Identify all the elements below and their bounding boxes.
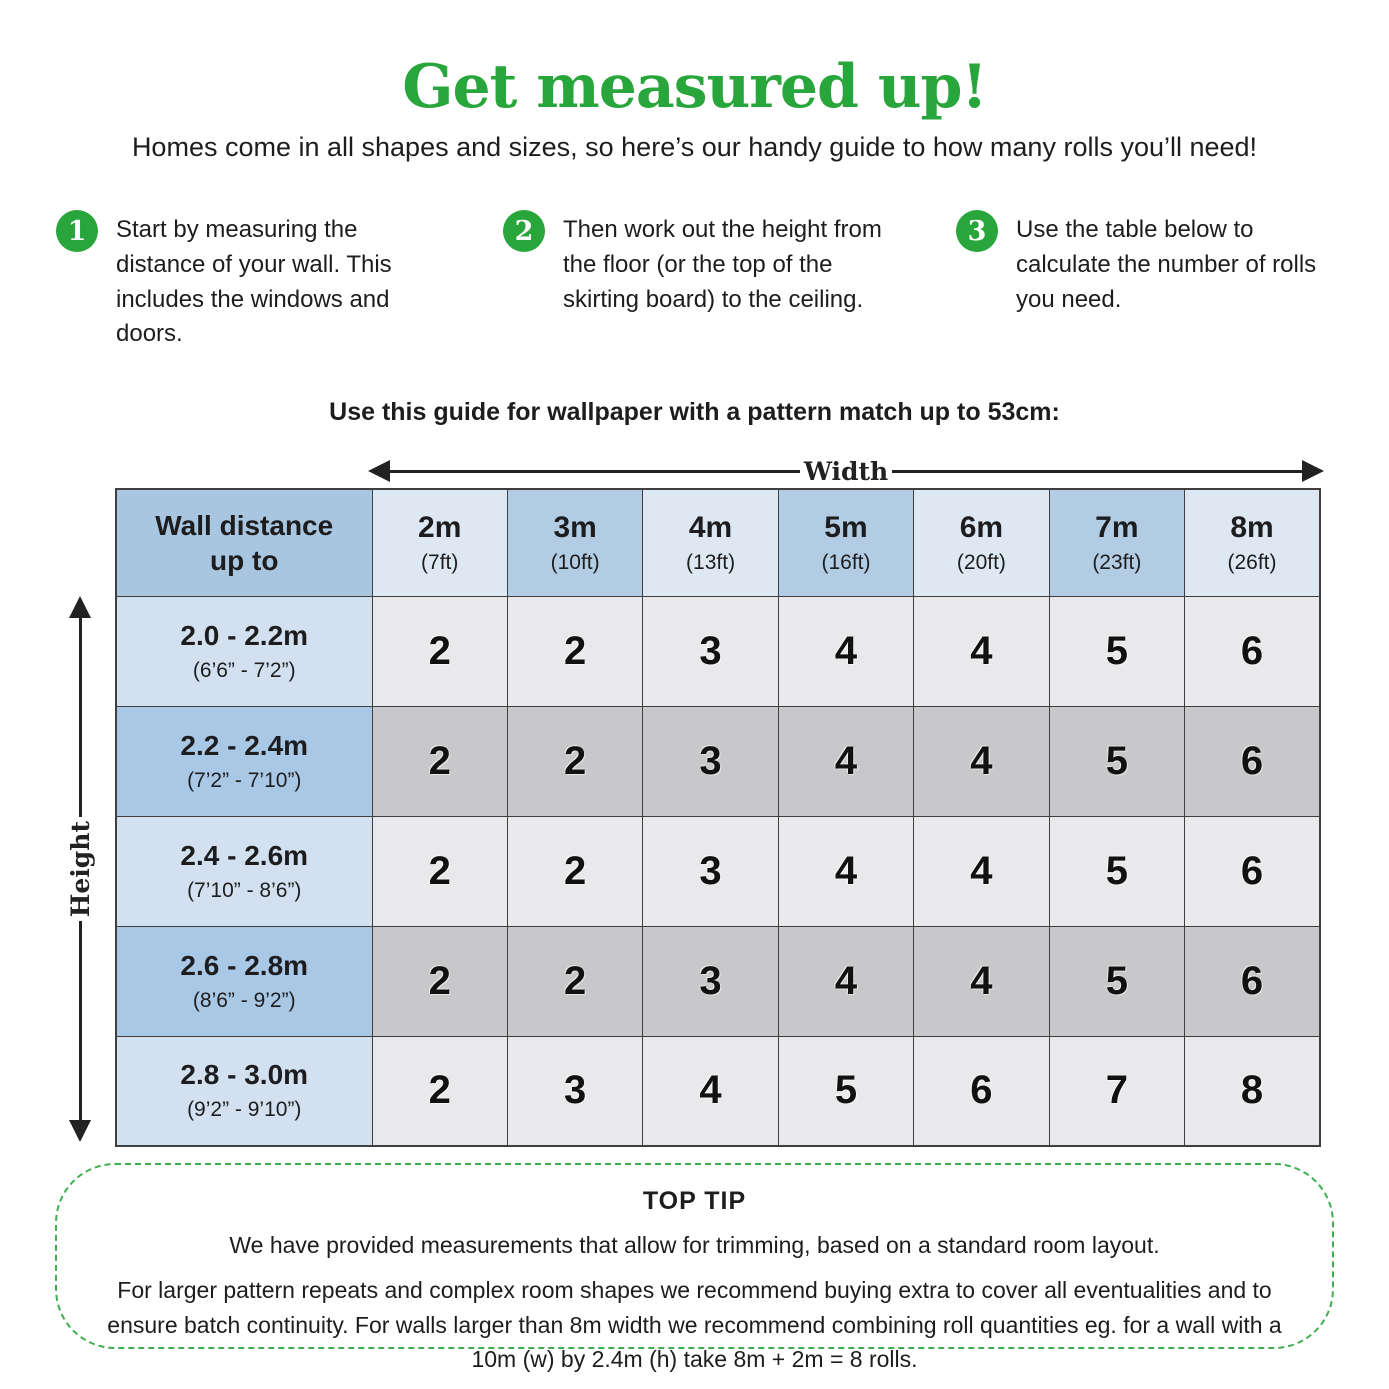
- row-range-ft: (9’2” - 9’10”): [187, 1098, 302, 1122]
- table-row: [116, 1036, 1320, 1146]
- arrow-line: [79, 618, 82, 817]
- cell-value: 6: [1185, 706, 1320, 816]
- cell-value: 4: [914, 926, 1049, 1036]
- corner-header-line1: Wall distance: [155, 509, 334, 541]
- column-ft: (26ft): [1227, 550, 1277, 574]
- row-range-m: 2.8 - 3.0m: [180, 1059, 309, 1091]
- arrow-left-icon: [368, 460, 390, 482]
- table-row: [116, 596, 1320, 706]
- row-range-m: 2.6 - 2.8m: [180, 949, 309, 981]
- row-range-ft: (7’2” - 7’10”): [187, 768, 302, 792]
- column-ft: (13ft): [686, 550, 736, 574]
- column-m: 8m: [1230, 510, 1274, 544]
- row-range-ft: (7’10” - 8’6”): [187, 878, 302, 902]
- column-header-4m: [643, 489, 778, 596]
- row-range-m: 2.4 - 2.6m: [180, 839, 309, 871]
- row-range-ft: (6’6” - 7’2”): [192, 658, 296, 682]
- cell-value: 4: [778, 706, 913, 816]
- row-label: [116, 816, 372, 926]
- cell-value: 2: [372, 596, 507, 706]
- arrow-up-icon: [69, 596, 91, 618]
- cell-value: 3: [643, 926, 778, 1036]
- cell-value: 6: [1185, 816, 1320, 926]
- cell-value: 2: [372, 926, 507, 1036]
- column-header-5m: [778, 489, 913, 596]
- cell-value: 2: [372, 706, 507, 816]
- cell-value: 2: [372, 816, 507, 926]
- row-label: [116, 1036, 372, 1146]
- top-tip-box: [55, 1163, 1334, 1372]
- arrow-line: [79, 921, 82, 1120]
- cell-value: 8: [1185, 1036, 1320, 1146]
- width-axis-arrow: [368, 458, 1324, 484]
- row-label: [116, 706, 372, 816]
- cell-value: 4: [914, 596, 1049, 706]
- table-row: [116, 816, 1320, 926]
- step-3-text: Use the table below to calculate the number of rolls you need.: [1016, 216, 1317, 313]
- rolls-table: [115, 488, 1321, 1147]
- cell-value: 4: [643, 1036, 778, 1146]
- top-tip-title: TOP TIP: [642, 1187, 747, 1215]
- row-range-m: 2.2 - 2.4m: [180, 729, 309, 761]
- column-header-2m: [372, 489, 507, 596]
- cell-value: 2: [507, 596, 642, 706]
- step-3-number-badge: 3: [956, 210, 998, 252]
- cell-value: 3: [643, 596, 778, 706]
- page-subtitle: Homes come in all shapes and sizes, so here’s our handy guide to how many rolls you’ll need!: [131, 132, 1258, 162]
- cell-value: 2: [507, 706, 642, 816]
- cell-value: 6: [1185, 596, 1320, 706]
- page-title: Get measured up!: [402, 52, 987, 122]
- cell-value: 4: [778, 596, 913, 706]
- cell-value: 5: [1049, 926, 1184, 1036]
- step-2-number-badge: 2: [503, 210, 545, 252]
- cell-value: 3: [507, 1036, 642, 1146]
- height-axis-arrow: [66, 596, 94, 1142]
- cell-value: 6: [914, 1036, 1049, 1146]
- step-2: [503, 208, 913, 317]
- arrow-down-icon: [69, 1120, 91, 1142]
- cell-value: 4: [778, 816, 913, 926]
- step-1-number-badge: 1: [56, 210, 98, 252]
- cell-value: 6: [1185, 926, 1320, 1036]
- row-range-m: 2.0 - 2.2m: [180, 619, 309, 651]
- width-axis-label: Width: [803, 456, 889, 486]
- arrow-right-icon: [1302, 460, 1324, 482]
- column-m: 3m: [553, 510, 597, 544]
- cell-value: 7: [1049, 1036, 1184, 1146]
- column-m: 5m: [824, 510, 868, 544]
- cell-value: 2: [507, 926, 642, 1036]
- column-ft: (23ft): [1092, 550, 1142, 574]
- cell-value: 4: [778, 926, 913, 1036]
- step-1: [56, 208, 446, 352]
- column-m: 2m: [418, 510, 462, 544]
- column-m: 6m: [959, 510, 1004, 544]
- cell-value: 3: [643, 816, 778, 926]
- column-header-7m: [1049, 489, 1184, 596]
- cell-value: 5: [778, 1036, 913, 1146]
- cell-value: 4: [914, 816, 1049, 926]
- corner-header: [116, 489, 372, 596]
- table-row: [116, 706, 1320, 816]
- column-m: 7m: [1095, 510, 1139, 544]
- cell-value: 2: [507, 816, 642, 926]
- cell-value: 5: [1049, 816, 1184, 926]
- arrow-line: [892, 470, 1302, 473]
- row-label: [116, 596, 372, 706]
- table-row: [116, 926, 1320, 1036]
- cell-value: 5: [1049, 706, 1184, 816]
- column-header-8m: [1185, 489, 1320, 596]
- cell-value: 4: [914, 706, 1049, 816]
- cell-value: 2: [372, 1036, 507, 1146]
- column-ft: (20ft): [956, 550, 1006, 574]
- guide-heading: Use this guide for wallpaper with a pattern match up to 53cm:: [329, 398, 1060, 426]
- height-axis-label: Height: [65, 820, 95, 918]
- column-ft: (16ft): [821, 550, 871, 574]
- cell-value: 3: [643, 706, 778, 816]
- column-header-3m: [507, 489, 642, 596]
- row-label: [116, 926, 372, 1036]
- column-ft: (7ft): [421, 550, 459, 574]
- corner-header-line2: up to: [210, 544, 279, 576]
- step-1-text: Start by measuring the distance of your wall. This includes the windows and doors.: [116, 216, 392, 348]
- cell-value: 5: [1049, 596, 1184, 706]
- top-tip-line2: For larger pattern repeats and complex room shapes we recommend buying extra to cover all eventualities and to ensure batch continuity. For walls larger than 8m width we recommend combining roll quantities eg. for a wall with a 10m (w) by 2.4m (h) take 8m + 2m = 8 rolls.: [107, 1277, 1282, 1372]
- column-ft: (10ft): [550, 550, 600, 574]
- row-range-ft: (8’6” - 9’2”): [192, 988, 296, 1012]
- arrow-line: [390, 470, 800, 473]
- table-header-row: [116, 489, 1320, 596]
- column-m: 4m: [688, 510, 733, 544]
- step-3: [956, 208, 1326, 317]
- top-tip-line1: We have provided measurements that allow for trimming, based on a standard room layout.: [229, 1232, 1160, 1258]
- column-header-6m: [914, 489, 1049, 596]
- step-2-text: Then work out the height from the floor (or the top of the skirting board) to the ceiling.: [563, 216, 882, 313]
